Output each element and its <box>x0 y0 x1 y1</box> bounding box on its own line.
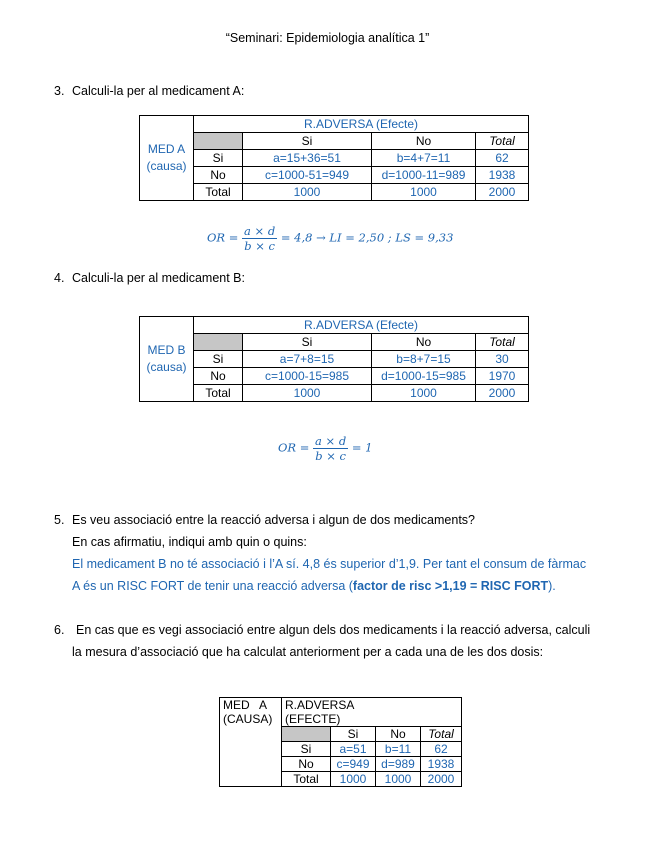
table-cell: 2000 <box>476 385 529 402</box>
question-text: Calculi-la per al medicament B: <box>72 271 245 285</box>
question-number: 5. <box>54 513 65 527</box>
row-header: Si <box>194 351 243 368</box>
question-subtext: En cas afirmatiu, indiqui amb quin o quins: <box>72 535 307 549</box>
row-header: Total <box>282 771 331 786</box>
contingency-table-b <box>139 316 529 402</box>
spacer-cell <box>220 756 282 771</box>
formula-numerator: a × d <box>315 434 347 448</box>
table-cell: 62 <box>421 741 462 756</box>
header-line2: (EFECTE) <box>285 712 341 726</box>
table-cell: 1970 <box>476 368 529 385</box>
col-header: No <box>376 726 421 741</box>
table-cell: 1938 <box>476 167 529 184</box>
row-header: No <box>194 368 243 385</box>
formula-fraction <box>313 434 348 463</box>
answer-text: A és un RISC FORT de tenir una reacció adversa ( <box>72 579 353 593</box>
table-header-title: R.ADVERSA (Efecte) <box>194 317 529 334</box>
table-cell: 1000 <box>331 771 376 786</box>
page-title: “Seminari: Epidemiologia analítica 1” <box>225 31 430 45</box>
col-header: Total <box>476 334 529 351</box>
row-header: Si <box>194 150 243 167</box>
question-5 <box>54 509 614 597</box>
question-number: 4. <box>54 271 65 285</box>
answer-text-end: ). <box>548 579 556 593</box>
row-group-label <box>140 317 194 402</box>
table-header-title: R.ADVERSA (Efecte) <box>194 116 529 133</box>
table-cell: d=1000-11=989 <box>372 167 476 184</box>
odds-ratio-formula-b <box>278 434 372 463</box>
corner-cell <box>282 726 331 741</box>
row-header: Si <box>282 741 331 756</box>
table-cell: 1000 <box>372 184 476 201</box>
formula-denominator: b × c <box>244 239 275 253</box>
formula-rhs: = 4,8 → LI = 2,50 ; LS = 9,33 <box>280 230 454 245</box>
formula-lhs: OR = <box>207 230 239 245</box>
question-number: 3. <box>54 84 65 98</box>
contingency-table-a <box>139 115 529 201</box>
row-header: Total <box>194 385 243 402</box>
answer-line-2 <box>54 575 614 597</box>
table-cell: 1000 <box>243 184 372 201</box>
col-header: Si <box>243 334 372 351</box>
table-cell: b=8+7=15 <box>372 351 476 368</box>
question-4 <box>54 271 245 285</box>
summary-header <box>282 698 462 727</box>
table-cell: 1000 <box>376 771 421 786</box>
spacer-cell <box>220 726 282 741</box>
col-header: No <box>372 133 476 150</box>
corner-cell <box>194 133 243 150</box>
header-line1: R.ADVERSA <box>285 698 355 712</box>
row-label-line1: MED A <box>147 142 186 156</box>
formula-rhs: = 1 <box>351 440 373 455</box>
table-cell: a=7+8=15 <box>243 351 372 368</box>
question-text: Calculi-la per al medicament A: <box>72 84 245 98</box>
question-6 <box>54 619 624 663</box>
table-cell: 1000 <box>372 385 476 402</box>
table-cell: d=989 <box>376 756 421 771</box>
question-subtext: la mesura d’associació que ha calculat anteriorment per a cada una de les dos dosis: <box>72 645 544 659</box>
col-header: Si <box>243 133 372 150</box>
spacer-cell <box>220 771 282 786</box>
table-cell: 2000 <box>476 184 529 201</box>
contingency-table-summary <box>219 697 462 787</box>
formula-numerator: a × d <box>244 224 276 238</box>
spacer-cell <box>220 741 282 756</box>
corner-line2: (CAUSA) <box>223 712 273 726</box>
formula-fraction <box>242 224 277 253</box>
col-header: Total <box>421 726 462 741</box>
corner-cell <box>194 334 243 351</box>
odds-ratio-formula-a <box>207 224 453 253</box>
row-header: Total <box>194 184 243 201</box>
table-cell: b=11 <box>376 741 421 756</box>
formula-denominator: b × c <box>315 449 346 463</box>
row-label-line1: MED B <box>147 343 186 357</box>
table-cell: a=51 <box>331 741 376 756</box>
row-group-label <box>140 116 194 201</box>
table-cell: d=1000-15=985 <box>372 368 476 385</box>
corner-label <box>220 698 282 727</box>
table-cell: 2000 <box>421 771 462 786</box>
table-cell: c=1000-51=949 <box>243 167 372 184</box>
table-cell: 30 <box>476 351 529 368</box>
row-header: No <box>282 756 331 771</box>
question-number: 6. <box>54 623 65 637</box>
question-3 <box>54 84 244 98</box>
formula-lhs: OR = <box>278 440 310 455</box>
answer-line: El medicament B no té associació i l’A sí. 4,8 és superior d’1,9. Per tant el consum de fàrmac <box>72 557 587 571</box>
table-cell: 1000 <box>243 385 372 402</box>
col-header: No <box>372 334 476 351</box>
question-text: Es veu associació entre la reacció adversa i algun de dos medicaments? <box>72 513 475 527</box>
table-cell: 1938 <box>421 756 462 771</box>
answer-bold: factor de risc >1,19 = RISC FORT <box>352 579 549 593</box>
table-cell: a=15+36=51 <box>243 150 372 167</box>
table-cell: c=949 <box>331 756 376 771</box>
col-header: Si <box>331 726 376 741</box>
table-cell: c=1000-15=985 <box>243 368 372 385</box>
table-cell: 62 <box>476 150 529 167</box>
table-cell: b=4+7=11 <box>372 150 476 167</box>
corner-line1: MED A <box>223 698 268 712</box>
col-header: Total <box>476 133 529 150</box>
row-label-line2: (causa) <box>146 159 187 173</box>
row-label-line2: (causa) <box>146 360 187 374</box>
question-text: En cas que es vegi associació entre algun dels dos medicaments i la reacció adversa, calculi <box>76 623 591 637</box>
row-header: No <box>194 167 243 184</box>
